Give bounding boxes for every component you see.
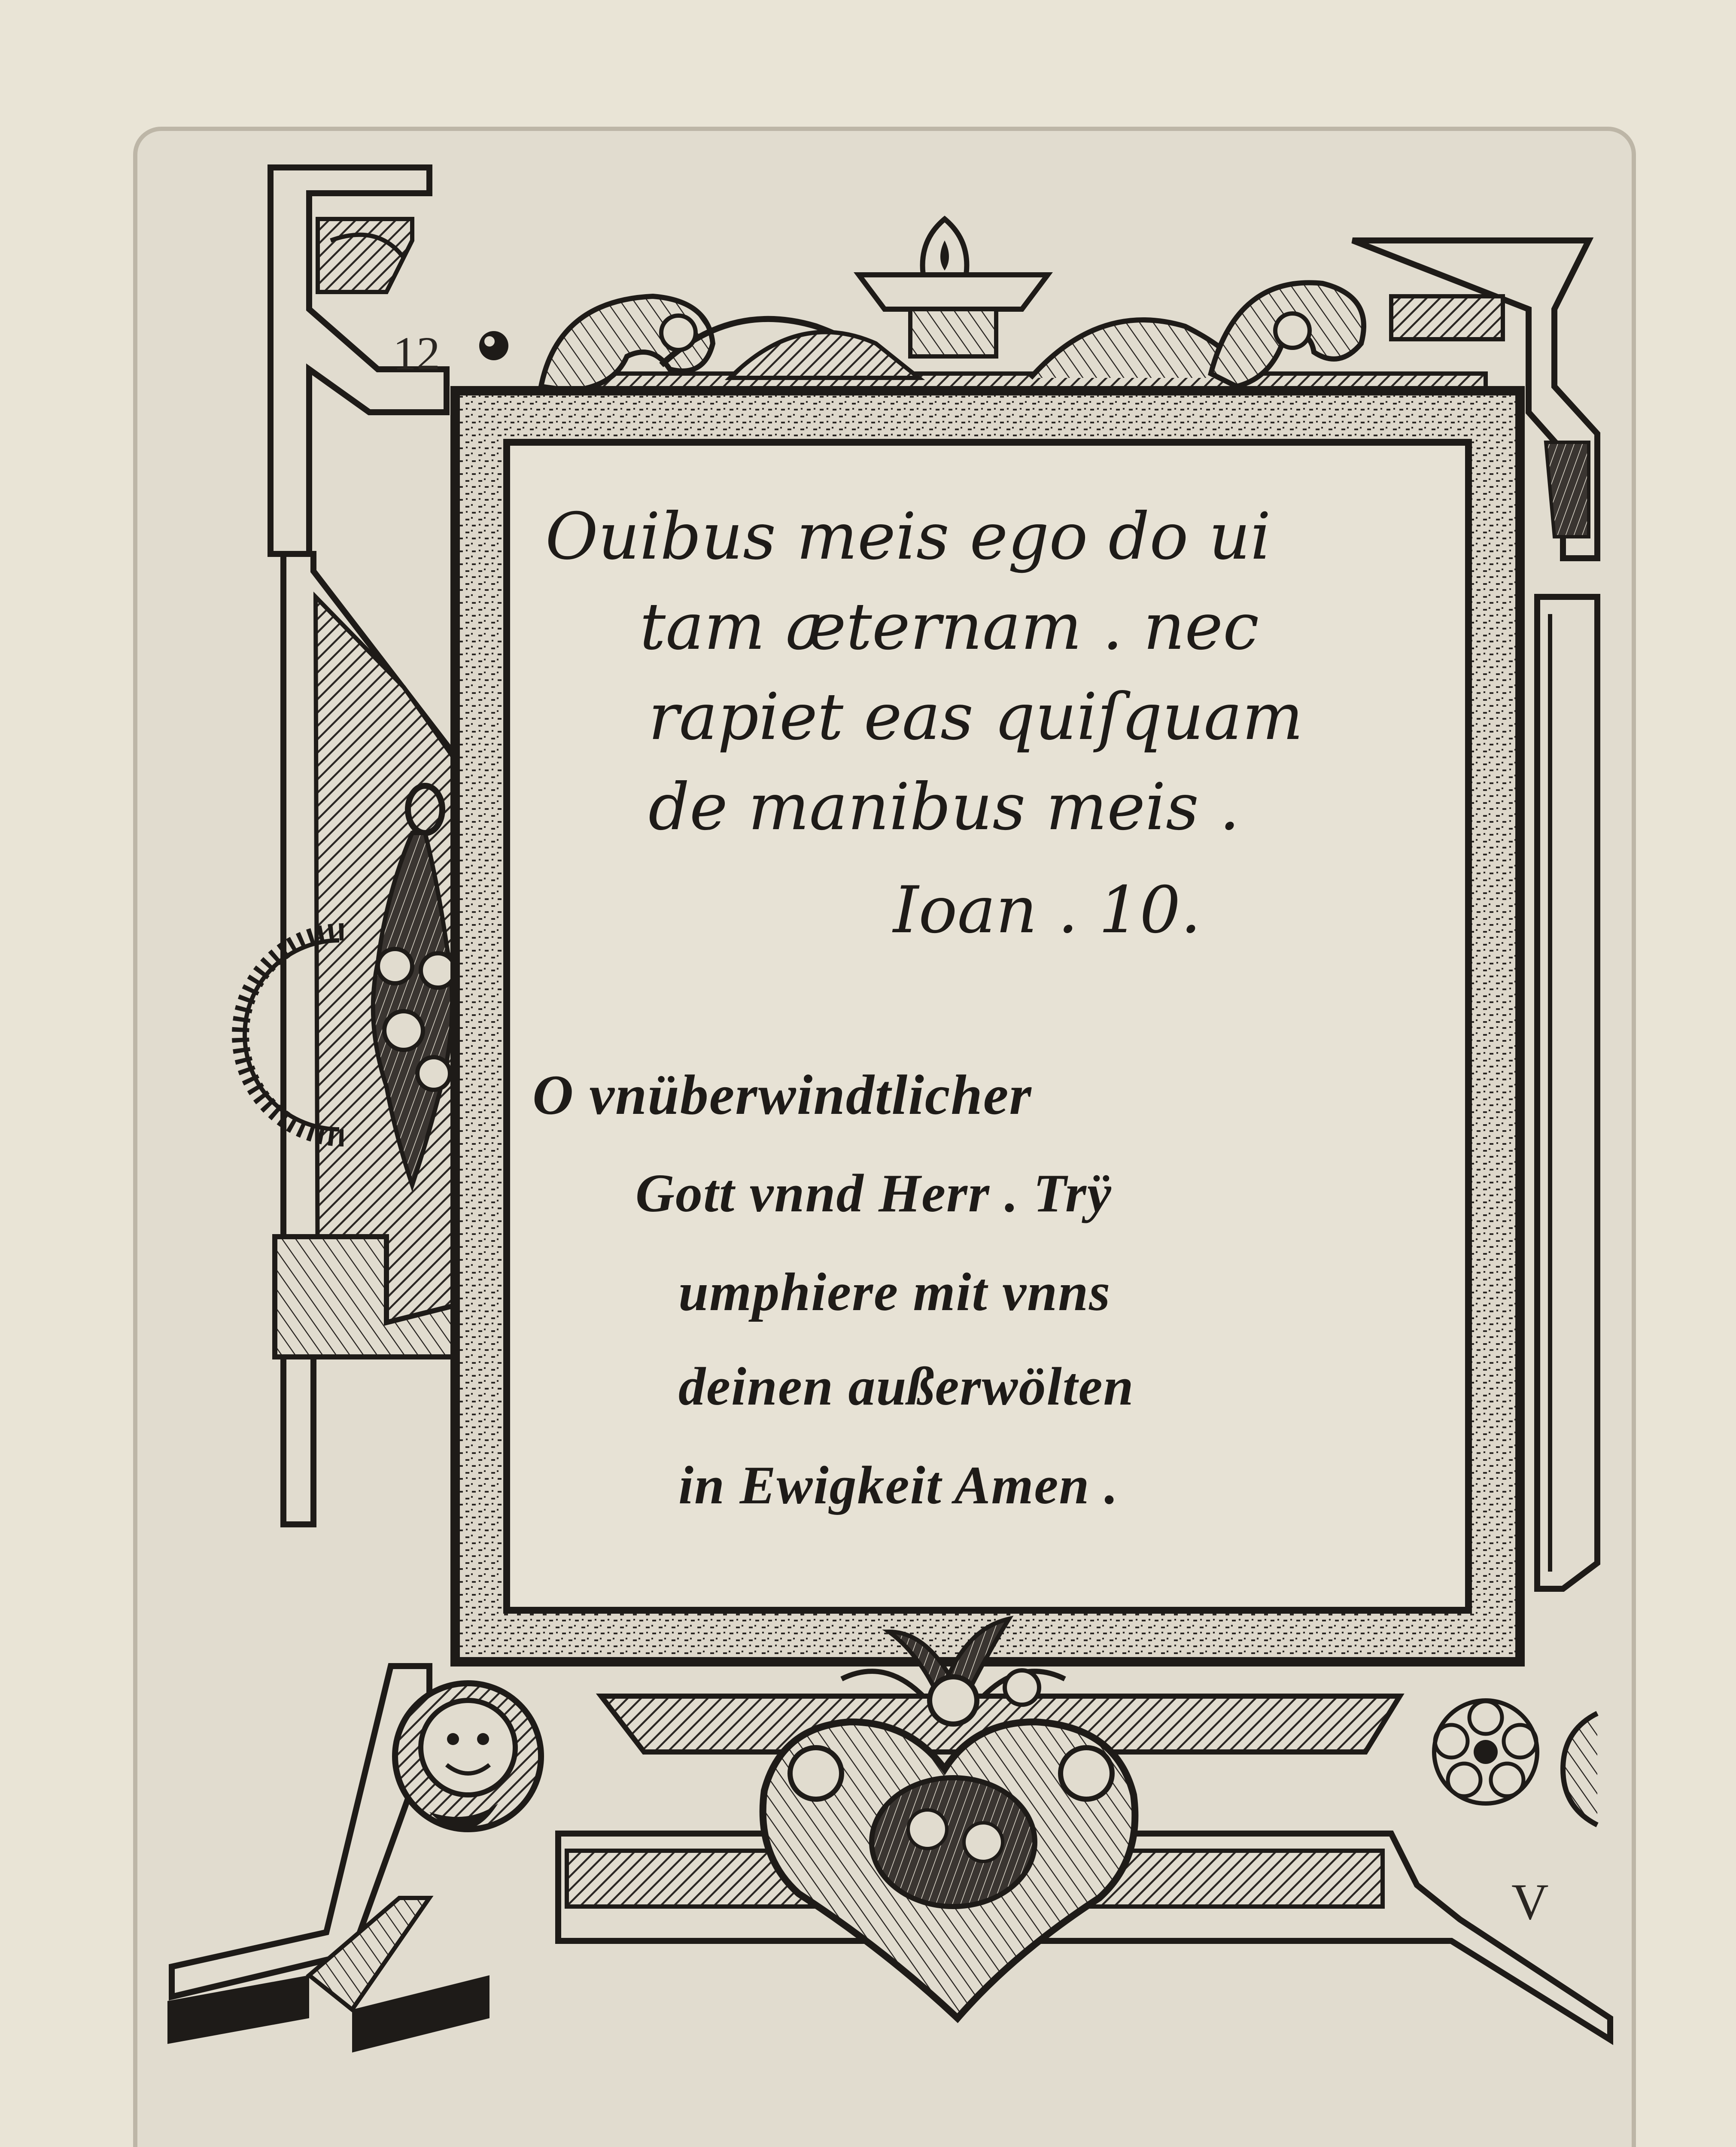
latin-line: rapiet eas quiſquam: [648, 680, 1304, 754]
page-number: 12: [393, 327, 440, 380]
lion-head-icon: [395, 1683, 541, 1830]
german-line: in Ewigkeit Amen .: [678, 1456, 1119, 1515]
latin-line: de manibus meis .: [648, 770, 1240, 845]
latin-line: tam æternam . nec: [640, 590, 1259, 664]
scripture-reference: Ioan . 10.: [893, 873, 1201, 948]
signature-mark: V: [1511, 1873, 1549, 1930]
flower-rosette-icon: [1434, 1700, 1537, 1803]
latin-line: Ouibus meis ego do ui: [545, 499, 1271, 574]
german-line: deinen außerwölten: [678, 1357, 1134, 1417]
german-line: umphiere mit vnns: [678, 1262, 1111, 1322]
german-line: O vnüberwindtlicher: [532, 1063, 1032, 1126]
german-line: Gott vnnd Herr . Trÿ: [635, 1164, 1112, 1223]
